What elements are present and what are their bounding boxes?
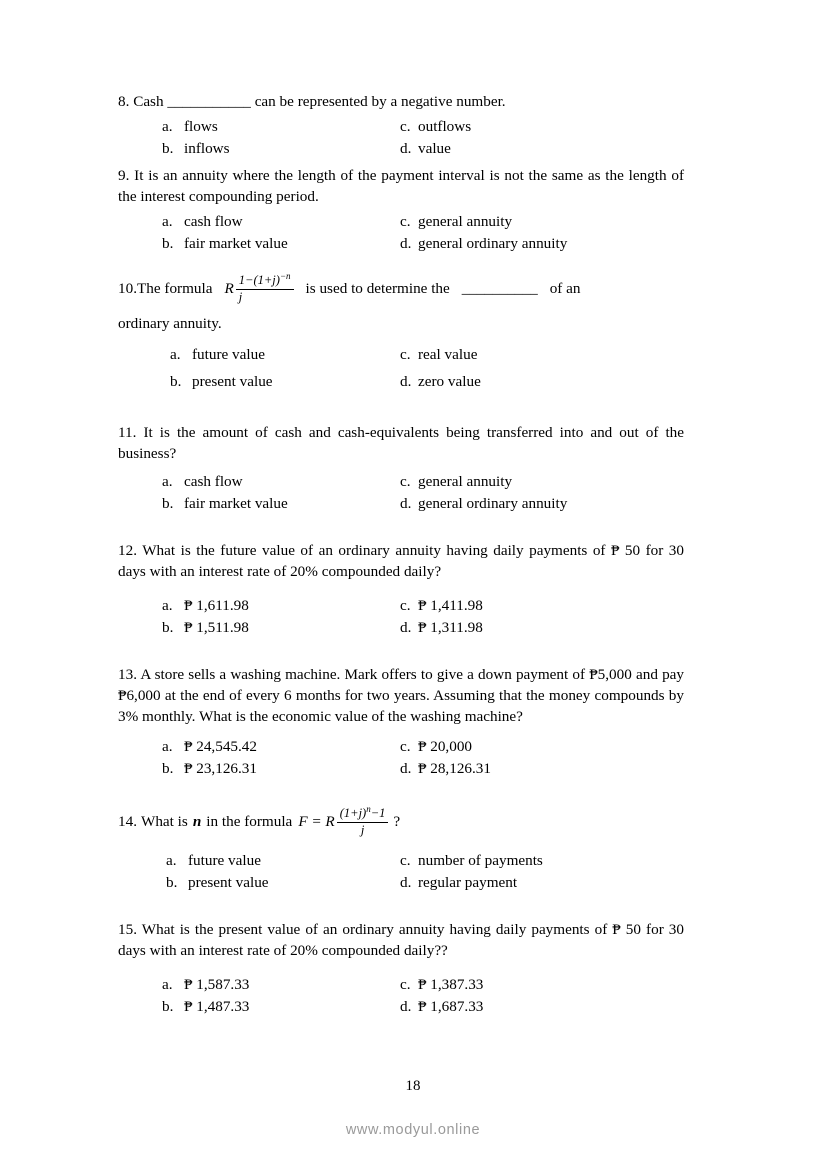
option-text-c: ₱ 1,411.98 bbox=[418, 597, 483, 615]
option-letter-a: a. bbox=[166, 852, 177, 870]
question-8-text-after: can be represented by a negative number. bbox=[254, 93, 506, 110]
question-12-options-right bbox=[400, 595, 640, 639]
option-text-c: ₱ 1,387.33 bbox=[418, 976, 484, 994]
question-15-options bbox=[118, 974, 684, 1018]
question-9-options-right bbox=[400, 211, 640, 255]
option-letter-c: c. bbox=[400, 976, 411, 994]
question-10-formula-var: R bbox=[224, 279, 234, 297]
option-d[interactable] bbox=[400, 371, 632, 393]
option-text-a: future value bbox=[188, 852, 261, 870]
option-text-d: zero value bbox=[418, 373, 481, 391]
question-14-options-left bbox=[118, 850, 400, 894]
option-letter-b: b. bbox=[166, 874, 178, 892]
option-a[interactable] bbox=[170, 344, 400, 366]
option-b[interactable] bbox=[162, 138, 400, 160]
option-letter-a: a. bbox=[162, 597, 173, 615]
option-text-d: general ordinary annuity bbox=[418, 235, 568, 252]
option-letter-a: a. bbox=[162, 117, 173, 135]
option-text-d: ₱ 1,311.98 bbox=[418, 619, 483, 637]
question-14-options-right bbox=[400, 850, 636, 894]
option-text-d: value bbox=[418, 140, 451, 157]
question-14 bbox=[118, 806, 684, 838]
option-letter-d: d. bbox=[400, 235, 412, 252]
option-letter-b: b. bbox=[170, 373, 182, 391]
question-14-text-after: ? bbox=[393, 812, 401, 830]
option-c[interactable] bbox=[400, 850, 636, 872]
question-14-text-middle: in the formula bbox=[206, 812, 293, 830]
option-letter-c: c. bbox=[400, 852, 411, 870]
option-d[interactable] bbox=[400, 872, 636, 894]
question-13-number: 13. bbox=[118, 666, 137, 684]
formula-denominator: j bbox=[238, 289, 243, 304]
option-text-a: ₱ 24,545.42 bbox=[184, 738, 257, 756]
option-c[interactable] bbox=[400, 344, 632, 366]
option-letter-d: d. bbox=[400, 760, 412, 778]
question-10-formula-fraction bbox=[236, 272, 294, 304]
question-11-number: 11. bbox=[118, 424, 137, 442]
question-13-options-right bbox=[400, 736, 640, 780]
question-10-options-right bbox=[400, 344, 632, 393]
question-10-text-before: The formula bbox=[136, 279, 213, 297]
question-13-options-left bbox=[118, 736, 400, 780]
question-10-number: 10. bbox=[118, 279, 137, 297]
option-c[interactable] bbox=[400, 116, 640, 138]
option-letter-c: c. bbox=[400, 738, 411, 756]
option-letter-c: c. bbox=[400, 212, 411, 230]
question-11-options-right bbox=[400, 471, 640, 515]
question-8 bbox=[118, 92, 684, 113]
question-13-text: A store sells a washing machine. Mark offers to give a down payment of ₱5,000 and pay ₱6,000 at the end of every 6 months for two years. Assuming that the money compounds by 3% monthly. What is the economic value of the washing machine? bbox=[118, 666, 684, 726]
option-b[interactable] bbox=[162, 493, 400, 515]
option-a[interactable] bbox=[162, 974, 400, 996]
option-letter-b: b. bbox=[162, 235, 174, 252]
question-11-options bbox=[118, 471, 684, 515]
option-text-b: present value bbox=[188, 874, 269, 892]
question-15-text: What is the present value of an ordinary annuity having daily payments of ₱ 50 for 30 days with an interest rate of 20% compounded daily?? bbox=[118, 921, 684, 960]
option-letter-c: c. bbox=[400, 473, 411, 491]
question-9-number: 9. bbox=[118, 167, 130, 185]
question-12 bbox=[118, 541, 684, 583]
page-content bbox=[118, 92, 684, 1018]
question-9-options-left bbox=[118, 211, 400, 255]
option-letter-d: d. bbox=[400, 619, 412, 637]
option-text-a: cash flow bbox=[184, 212, 243, 230]
option-c[interactable] bbox=[400, 211, 640, 233]
option-d[interactable] bbox=[400, 493, 640, 515]
option-text-c: general annuity bbox=[418, 212, 513, 230]
option-text-b: present value bbox=[192, 373, 273, 391]
option-text-b: ₱ 23,126.31 bbox=[184, 760, 257, 778]
option-text-d: general ordinary annuity bbox=[418, 495, 568, 513]
option-text-b: ₱ 1,487.33 bbox=[184, 998, 250, 1016]
option-d[interactable] bbox=[400, 996, 640, 1018]
option-b[interactable] bbox=[162, 758, 400, 780]
question-15-number: 15. bbox=[118, 921, 137, 939]
question-10-of-an: of an bbox=[549, 279, 581, 297]
option-d[interactable] bbox=[400, 138, 640, 160]
option-b[interactable] bbox=[166, 872, 400, 894]
question-11 bbox=[118, 423, 684, 465]
option-c[interactable] bbox=[400, 471, 640, 493]
option-text-c: general annuity bbox=[418, 473, 513, 491]
option-c[interactable] bbox=[400, 974, 640, 996]
option-letter-d: d. bbox=[400, 373, 412, 391]
question-14-text-before: What is bbox=[140, 812, 188, 830]
watermark: www.modyul.online bbox=[345, 1122, 481, 1138]
question-10-line1 bbox=[118, 273, 684, 305]
option-a[interactable] bbox=[166, 850, 400, 872]
option-text-c: number of payments bbox=[418, 852, 543, 870]
question-14-options bbox=[118, 850, 684, 894]
option-letter-d: d. bbox=[400, 874, 412, 892]
question-13 bbox=[118, 665, 684, 728]
question-8-text-before: Cash bbox=[133, 93, 164, 110]
page-number: 18 bbox=[405, 1078, 421, 1094]
question-10-text-middle: is used to determine the bbox=[305, 279, 450, 297]
question-11-options-left bbox=[118, 471, 400, 515]
question-12-options bbox=[118, 595, 684, 639]
question-13-options bbox=[118, 736, 684, 780]
question-15-options-left bbox=[118, 974, 400, 1018]
question-9-options bbox=[118, 211, 684, 255]
option-a[interactable] bbox=[162, 595, 400, 617]
question-10-options bbox=[118, 344, 684, 393]
option-letter-c: c. bbox=[400, 597, 411, 615]
option-text-d: ₱ 28,126.31 bbox=[418, 760, 491, 778]
question-12-text: What is the future value of an ordinary annuity having daily payments of ₱ 50 for 30 days with an interest rate of 20% compounded daily? bbox=[118, 542, 684, 581]
option-letter-c: c. bbox=[400, 117, 411, 135]
option-c[interactable] bbox=[400, 736, 640, 758]
question-10-blank: __________ bbox=[461, 279, 538, 297]
question-9 bbox=[118, 166, 684, 208]
question-10-options-left bbox=[118, 344, 400, 393]
option-a[interactable] bbox=[162, 116, 400, 138]
option-d[interactable] bbox=[400, 233, 640, 255]
question-8-number: 8. bbox=[118, 93, 130, 110]
option-text-d: regular payment bbox=[418, 874, 518, 892]
option-letter-a: a. bbox=[162, 976, 173, 994]
option-letter-b: b. bbox=[162, 998, 174, 1016]
option-text-b: fair market value bbox=[184, 235, 288, 252]
option-text-a: future value bbox=[192, 346, 265, 364]
option-letter-d: d. bbox=[400, 495, 412, 513]
option-letter-b: b. bbox=[162, 760, 174, 778]
option-text-a: cash flow bbox=[184, 473, 243, 491]
question-8-options-right bbox=[400, 116, 640, 160]
option-letter-b: b. bbox=[162, 495, 174, 513]
option-a[interactable] bbox=[162, 736, 400, 758]
formula-numerator: $1-(1+j)^{-n}$ bbox=[236, 272, 294, 290]
option-letter-d: d. bbox=[400, 140, 412, 157]
question-14-number: 14. bbox=[118, 812, 137, 830]
option-b[interactable] bbox=[162, 996, 400, 1018]
option-d[interactable] bbox=[400, 758, 640, 780]
question-14-formula-fraction bbox=[337, 805, 389, 837]
option-letter-b: b. bbox=[162, 619, 174, 637]
question-14-formula-left: F = R bbox=[298, 812, 335, 830]
question-8-options-left bbox=[118, 116, 400, 160]
question-15 bbox=[118, 920, 684, 962]
option-d[interactable] bbox=[400, 617, 640, 639]
question-9-text: It is an annuity where the length of the payment interval is not the same as the length of the interest compounding period. bbox=[118, 167, 685, 205]
question-10 bbox=[118, 273, 684, 335]
question-12-options-left bbox=[118, 595, 400, 639]
option-text-b: ₱ 1,511.98 bbox=[184, 619, 249, 637]
option-b[interactable] bbox=[170, 371, 400, 393]
option-a[interactable] bbox=[162, 471, 400, 493]
question-8-blank: ___________ bbox=[167, 93, 251, 110]
question-8-options bbox=[118, 116, 684, 160]
question-10-text-after2: ordinary annuity. bbox=[118, 315, 222, 333]
option-text-d: ₱ 1,687.33 bbox=[418, 998, 484, 1016]
option-letter-a: a. bbox=[162, 212, 173, 230]
option-text-c: ₱ 20,000 bbox=[418, 738, 473, 756]
question-10-line2 bbox=[118, 314, 684, 335]
option-letter-a: a. bbox=[162, 738, 173, 756]
question-12-number: 12. bbox=[118, 542, 137, 560]
option-letter-a: a. bbox=[162, 473, 173, 491]
option-text-a: ₱ 1,611.98 bbox=[184, 597, 249, 615]
option-text-a: flows bbox=[184, 117, 218, 135]
option-letter-b: b. bbox=[162, 140, 174, 157]
question-15-options-right bbox=[400, 974, 640, 1018]
option-text-b: fair market value bbox=[184, 495, 288, 513]
option-b[interactable] bbox=[162, 617, 400, 639]
option-c[interactable] bbox=[400, 595, 640, 617]
option-text-a: ₱ 1,587.33 bbox=[184, 976, 250, 994]
formula-numerator: $(1+j)^n-1$ bbox=[337, 805, 389, 823]
formula-denominator: j bbox=[360, 822, 365, 837]
option-b[interactable] bbox=[162, 233, 400, 255]
option-text-c: real value bbox=[418, 346, 478, 364]
question-11-text: It is the amount of cash and cash-equivalents being transferred into and out of the business? bbox=[118, 424, 684, 463]
question-14-variable: n bbox=[192, 812, 202, 830]
option-letter-d: d. bbox=[400, 998, 412, 1016]
option-text-b: inflows bbox=[184, 140, 230, 157]
option-letter-a: a. bbox=[170, 346, 181, 364]
option-text-c: outflows bbox=[418, 117, 472, 135]
option-a[interactable] bbox=[162, 211, 400, 233]
option-letter-c: c. bbox=[400, 346, 411, 364]
